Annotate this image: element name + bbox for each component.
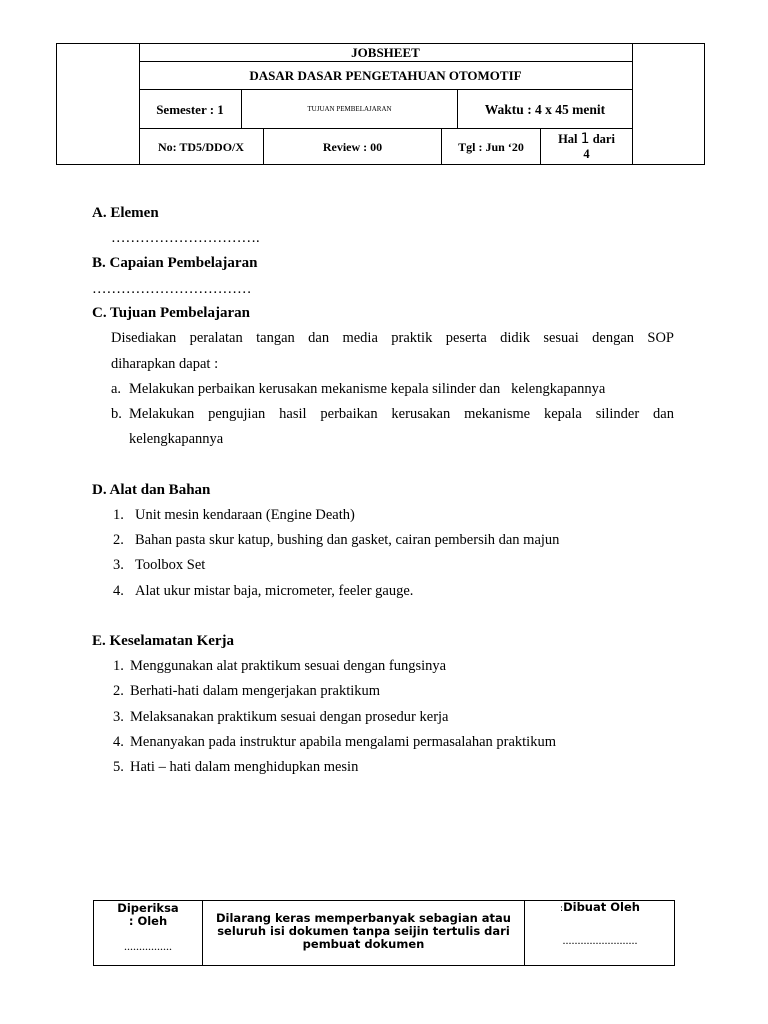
section-d-item-4-marker: 4. (113, 583, 124, 599)
footer-diperiksa (94, 901, 202, 965)
header-hal-prefix: Hal (558, 132, 578, 146)
section-e-item-3-marker: 3. (113, 709, 124, 725)
section-d-title: D. Alat dan Bahan (92, 482, 211, 498)
section-a-content: …………………………. (111, 230, 260, 246)
section-e-item-4-marker: 4. (113, 734, 124, 750)
section-c-item-b-marker: b. (111, 406, 122, 422)
header-hal-num: 1 (580, 131, 590, 147)
section-e-item-2-text: Berhati-hati dalam mengerjakan praktikum (130, 683, 381, 699)
footer-dibuat-dots: ......................... (562, 933, 638, 947)
section-c-item-b-line2: kelengkapannya (129, 431, 224, 447)
footer-dibuat-line (525, 901, 675, 916)
footer-table (93, 900, 675, 966)
header-right-divider (632, 44, 633, 164)
section-d-item-1-marker: 1. (113, 507, 124, 523)
section-e-title: E. Keselamatan Kerja (92, 633, 235, 649)
section-e-item-4-text: Menanyakan pada instruktur apabila mengalami permasalahan praktikum (130, 734, 556, 750)
section-c-item-b-line1: Melakukan pengujian hasil perbaikan kerusakan mekanisme kepala silinder dan (129, 406, 674, 422)
footer-warning: Dilarang keras memperbanyak sebagian atau seluruh isi dokumen tanpa seijin tertulis dari pembuat dokumen (216, 910, 511, 951)
header-hal-mid: dari (592, 132, 615, 146)
footer-diperiksa-line1: Diperiksa (117, 901, 179, 915)
header-table (56, 43, 705, 165)
footer-warning-cell (203, 901, 524, 965)
section-c-item-a-marker: a. (111, 381, 122, 397)
section-e-item-1-text: Menggunakan alat praktikum sesuai dengan fungsinya (130, 658, 447, 674)
footer-dibuat (525, 901, 675, 965)
header-hal (541, 129, 632, 165)
header-tgl: Tgl : Jun ‘20 (458, 139, 524, 154)
header-tujuan: TUJUAN PEMBELAJARAN (307, 104, 392, 113)
section-a-title: A. Elemen (92, 205, 159, 221)
section-d-item-1-text: Unit mesin kendaraan (Engine Death) (135, 507, 355, 523)
header-review: Review : 00 (322, 139, 383, 154)
header-no: No: TD5/DDO/X (157, 139, 245, 154)
section-e-item-2-marker: 2. (113, 683, 124, 699)
header-hal-line1 (558, 132, 615, 147)
section-c-title: C. Tujuan Pembelajaran (92, 305, 250, 321)
section-c-intro-line1: Disediakan peralatan tangan dan media praktik peserta didik sesuai dengan SOP (111, 330, 674, 346)
section-c-intro-line2: diharapkan dapat : (111, 356, 219, 372)
section-e-item-5-marker: 5. (113, 759, 124, 775)
footer-diperiksa-line2: : Oleh (128, 914, 168, 928)
section-b-title: B. Capaian Pembelajaran (92, 255, 258, 271)
header-hal-total: 4 (583, 147, 590, 161)
header-title: JOBSHEET (351, 45, 420, 60)
section-d-item-3-text: Toolbox Set (135, 557, 206, 573)
section-d-item-3-marker: 3. (113, 557, 124, 573)
section-c-item-a-text: Melakukan perbaikan kerusakan mekanisme kepala silinder dan kelengkapannya (129, 381, 606, 397)
footer-dibuat-prefix: : (560, 904, 564, 914)
header-semester: Semester : 1 (156, 101, 224, 117)
section-e-item-5-text: Hati – hati dalam menghidupkan mesin (130, 759, 359, 775)
section-d-item-2-marker: 2. (113, 532, 124, 548)
section-b-content: …………………………… (92, 281, 252, 297)
section-e-item-1-marker: 1. (113, 658, 124, 674)
header-subtitle: DASAR DASAR PENGETAHUAN OTOMOTIF (249, 68, 522, 83)
section-d-item-4-text: Alat ukur mistar baja, micrometer, feeler gauge. (135, 583, 414, 599)
footer-dibuat-label: Dibuat Oleh (563, 900, 640, 914)
section-e-item-3-text: Melaksanakan praktikum sesuai dengan prosedur kerja (130, 709, 449, 725)
header-waktu: Waktu : 4 x 45 menit (484, 101, 606, 117)
section-d-item-2-text: Bahan pasta skur katup, bushing dan gasket, cairan pembersih dan majun (135, 532, 560, 548)
footer-diperiksa-dots: ................ (124, 939, 172, 953)
